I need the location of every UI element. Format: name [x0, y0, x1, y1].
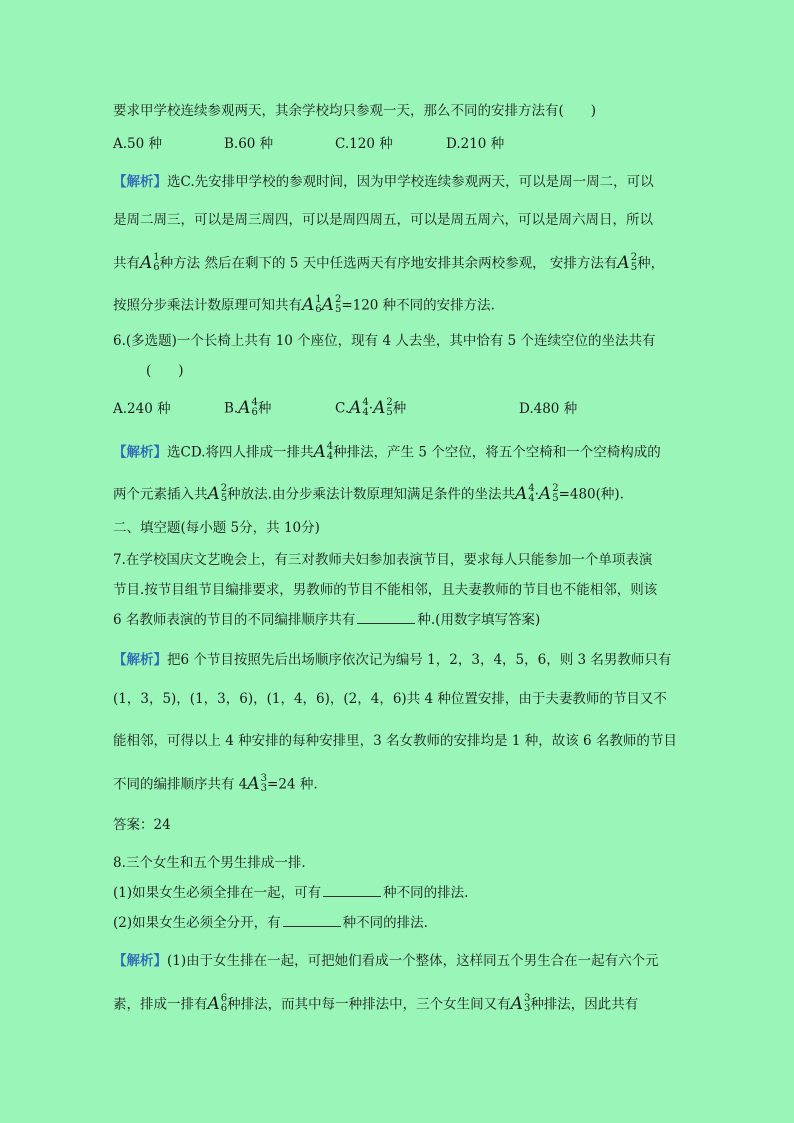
perm-A-6-1: A 1 6 — [140, 252, 160, 273]
answer-blank — [323, 895, 381, 897]
q7-stem-line-3: 6 名教师表演的节目的不同编排顺序共有 种.(用数字填写答案) — [113, 612, 541, 628]
q6-analysis-line-2: 两个元素插入共 A 2 5 种放法.由分步乘法计数原理知满足条件的坐法共 A 4 4 · A 2 5 =480(种). — [113, 483, 624, 504]
perm-A-5-2: A 2 5 — [321, 294, 342, 315]
q6-option-c: C. A 4 4 · A 2 5 种 — [335, 397, 407, 418]
answer-blank — [283, 925, 341, 927]
perm-A-6-1: A 1 6 — [302, 294, 322, 315]
q5-option-b: B.60 种 — [224, 136, 274, 152]
q6-option-b: B. A 4 6 种 — [224, 397, 272, 418]
q5-analysis-line-3: 共有 A 1 6 种方法 然后在剩下的 5 天中任选两天有序地安排其余两校参观， 安排方法有 A 2 5 种， — [113, 252, 665, 273]
q5-stem-line: 要求甲学校连续参观两天，其余学校均只参观一天，那么不同的安排方法有( ) — [113, 103, 597, 119]
perm-A-5-2: A 2 5 — [617, 252, 638, 273]
answer-paren: ( ) — [558, 103, 597, 119]
analysis-tag: 【解析】 — [113, 953, 167, 969]
q8-stem-line-2: (1)如果女生必须全排在一起，可有 种不同的排法. — [113, 885, 469, 901]
q7-analysis-line-2: (1，3，5)，(1，3，6)，(1，4，6)，(2，4，6)共 4 种位置安排，由于夫妻教师的节目又不 — [113, 691, 667, 707]
analysis-tag: 【解析】 — [113, 174, 167, 190]
q7-stem-line-1: 7.在学校国庆文艺晚会上，有三对教师夫妇参加表演节目，要求每人只能参加一个单项表演 — [113, 552, 653, 568]
q7-analysis-line-3: 能相邻，可得以上 4 种安排的每种安排里，3 名女教师的安排均是 1 种，故该 6 名教师的节目 — [113, 733, 677, 749]
answer-blank — [357, 622, 415, 624]
q6-stem-line: 6.(多选题)一个长椅上共有 10 个座位，现有 4 人去坐，其中恰有 5 个连续空位的坐法共有 — [113, 333, 656, 349]
q6-option-d: D.480 种 — [519, 401, 578, 417]
section-heading-fill-in: 二、填空题(每小题 5分，共 10分) — [113, 520, 320, 536]
q5-analysis-line-1: 【解析】选C.先安排甲学校的参观时间，因为甲学校连续参观两天，可以是周一周二，可以 — [113, 174, 654, 190]
q5-analysis-line-4: 按照分步乘法计数原理可知共有 A 1 6 A 2 5 =120 种不同的安排方法. — [113, 294, 495, 315]
analysis-tag: 【解析】 — [113, 444, 167, 461]
q7-answer: 答案：24 — [113, 817, 171, 833]
q7-analysis-line-4: 不同的编排顺序共有 4 A 3 3 =24 种. — [113, 773, 318, 794]
q7-analysis-line-1: 【解析】把6 个节目按照先后出场顺序依次记为编号 1，2，3，4，5，6，则 3 名男教师只有 — [113, 652, 672, 668]
analysis-tag: 【解析】 — [113, 652, 167, 668]
q6-option-a: A.240 种 — [113, 401, 171, 417]
q7-stem-line-2: 节目.按节目组节目编排要求，男教师的节目不能相邻，且夫妻教师的节目也不能相邻，则该 — [113, 582, 658, 598]
q5-option-a: A.50 种 — [113, 136, 163, 152]
q8-analysis-line-1: 【解析】(1)由于女生排在一起，可把她们看成一个整体，这样同五个男生合在一起有六个元 — [113, 953, 659, 969]
q5-option-c: C.120 种 — [335, 136, 393, 152]
q8-stem-line-1: 8.三个女生和五个男生排成一排. — [113, 855, 306, 871]
q5-analysis-line-2: 是周二周三，可以是周三周四，可以是周四周五，可以是周五周六，可以是周六周日，所以 — [113, 212, 653, 228]
q6-answer-paren: ( ) — [146, 363, 184, 379]
q5-option-d: D.210 种 — [446, 136, 505, 152]
q6-analysis-line-1: 【解析】选CD.将四人排成一排共 A 4 4 种排法，产生 5 个空位，将五个空椅和一个空椅构成的 — [113, 441, 661, 462]
q8-analysis-line-2: 素，排成一排有 A 6 6 种排法，而其中每一种排法中，三个女生间又有 A 3 3 种排法，因此共有 — [113, 993, 639, 1014]
q8-stem-line-3: (2)如果女生必须全分开，有 种不同的排法. — [113, 915, 428, 931]
